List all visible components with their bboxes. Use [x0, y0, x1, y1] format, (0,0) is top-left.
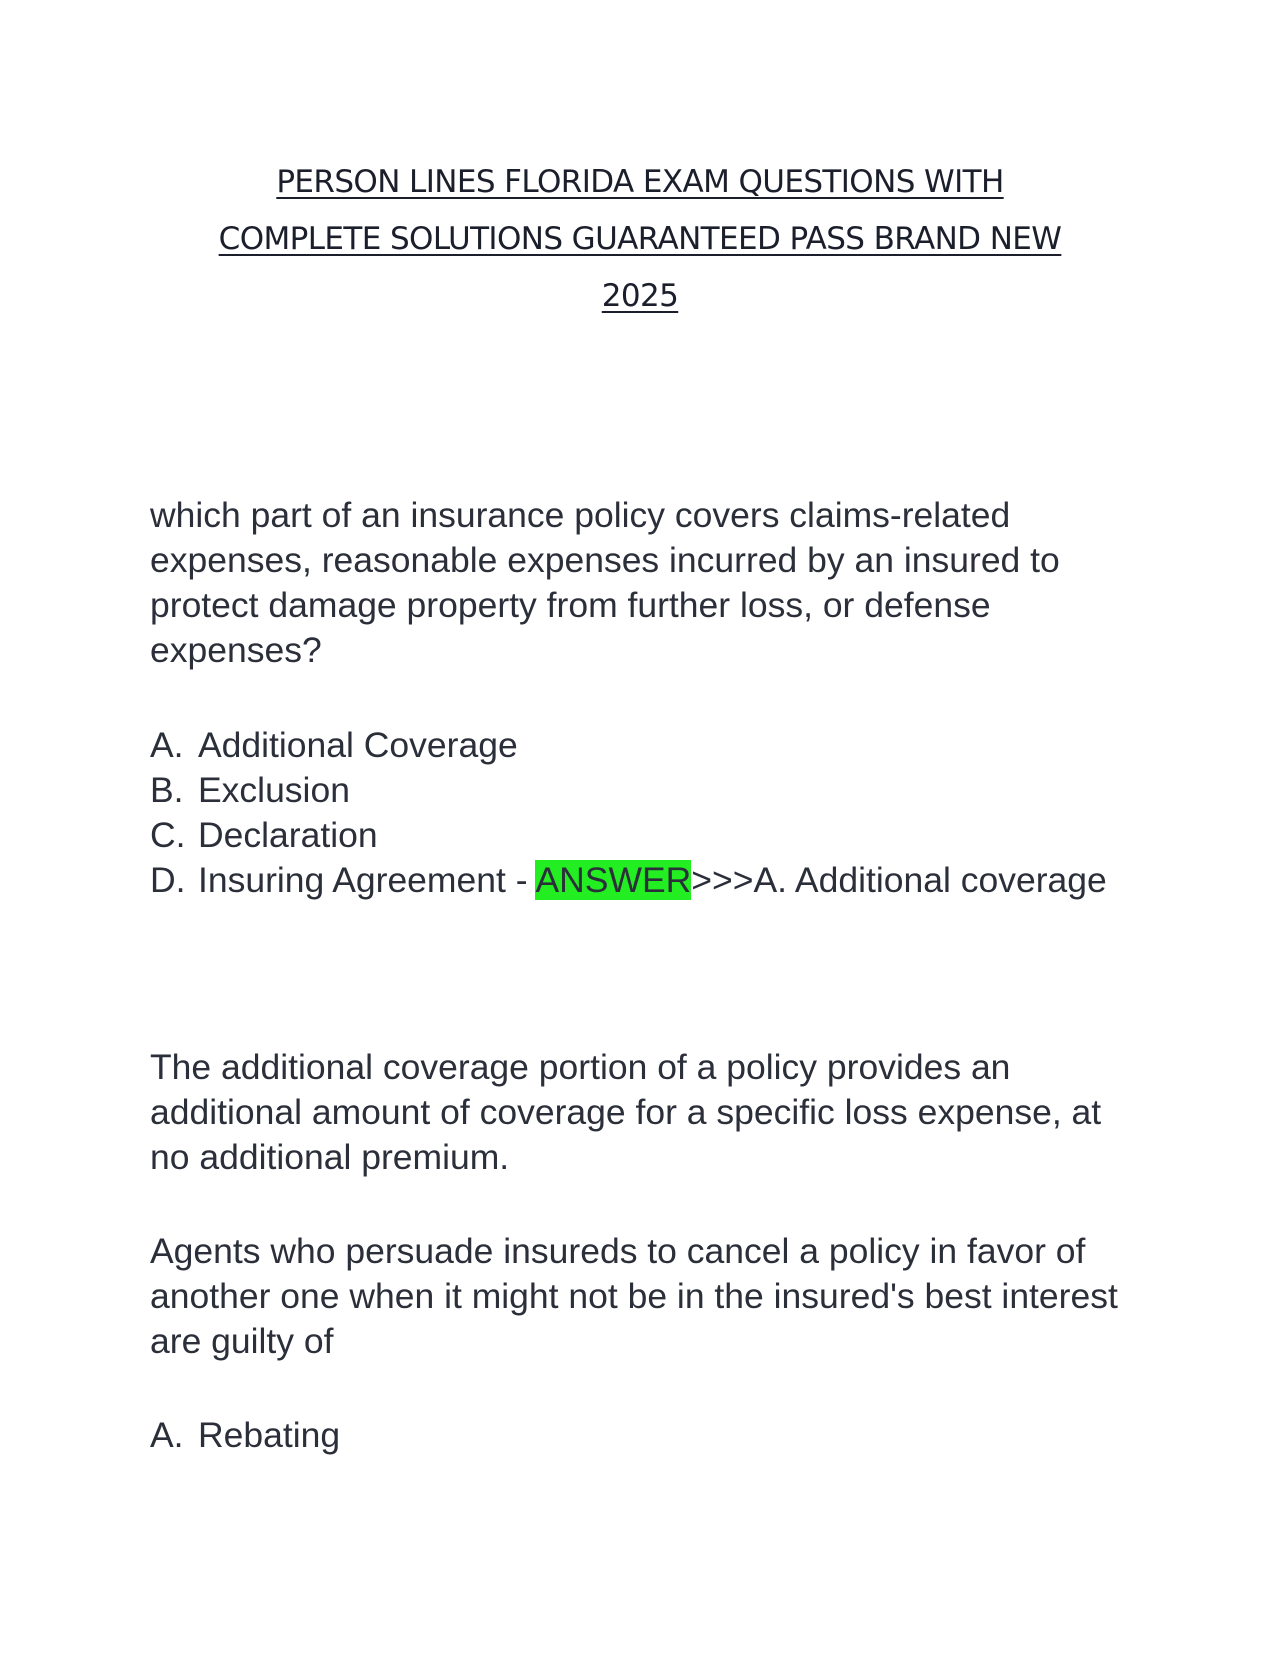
option-text-with-answer: [198, 858, 1140, 903]
option-text: Additional Coverage: [198, 725, 518, 765]
option-letter: A.: [150, 725, 184, 765]
document-title: [150, 154, 1130, 325]
option-text: Declaration: [198, 815, 378, 855]
title-line-1: PERSON LINES FLORIDA EXAM QUESTIONS WITH: [276, 164, 1004, 200]
option-letter: C.: [150, 815, 186, 855]
option-text: Rebating: [198, 1415, 341, 1455]
option-letter: D.: [150, 860, 186, 900]
option-a: [150, 1413, 1140, 1458]
question-1-explanation: The additional coverage portion of a policy provides an additional amount of coverage for a specific loss expense, at no additional premium.: [150, 1047, 1102, 1177]
title-line-3: 2025: [601, 278, 679, 314]
title-line-2: COMPLETE SOLUTIONS GUARANTEED PASS BRAND NEW: [218, 221, 1062, 257]
option-c: [150, 813, 1140, 858]
question-2-options: [150, 1413, 1140, 1458]
option-d: [150, 858, 1140, 903]
option-d-text: Insuring Agreement -: [198, 860, 536, 900]
option-letter: B.: [150, 770, 184, 810]
option-a: [150, 723, 1140, 768]
question-1-text: which part of an insurance policy covers claims-related expenses, reasonable expenses incurred by an insured to protect damage property from further loss, or defense expenses?: [150, 495, 1060, 670]
option-letter: A.: [150, 1415, 184, 1455]
question-1-options: [150, 723, 1140, 903]
option-b: [150, 768, 1140, 813]
option-text: Exclusion: [198, 770, 350, 810]
answer-text: >>>A. Additional coverage: [691, 860, 1107, 900]
question-2-text: Agents who persuade insureds to cancel a policy in favor of another one when it might not be in the insured's best interest are guilty of: [150, 1231, 1118, 1361]
answer-highlight: ANSWER: [535, 860, 692, 900]
